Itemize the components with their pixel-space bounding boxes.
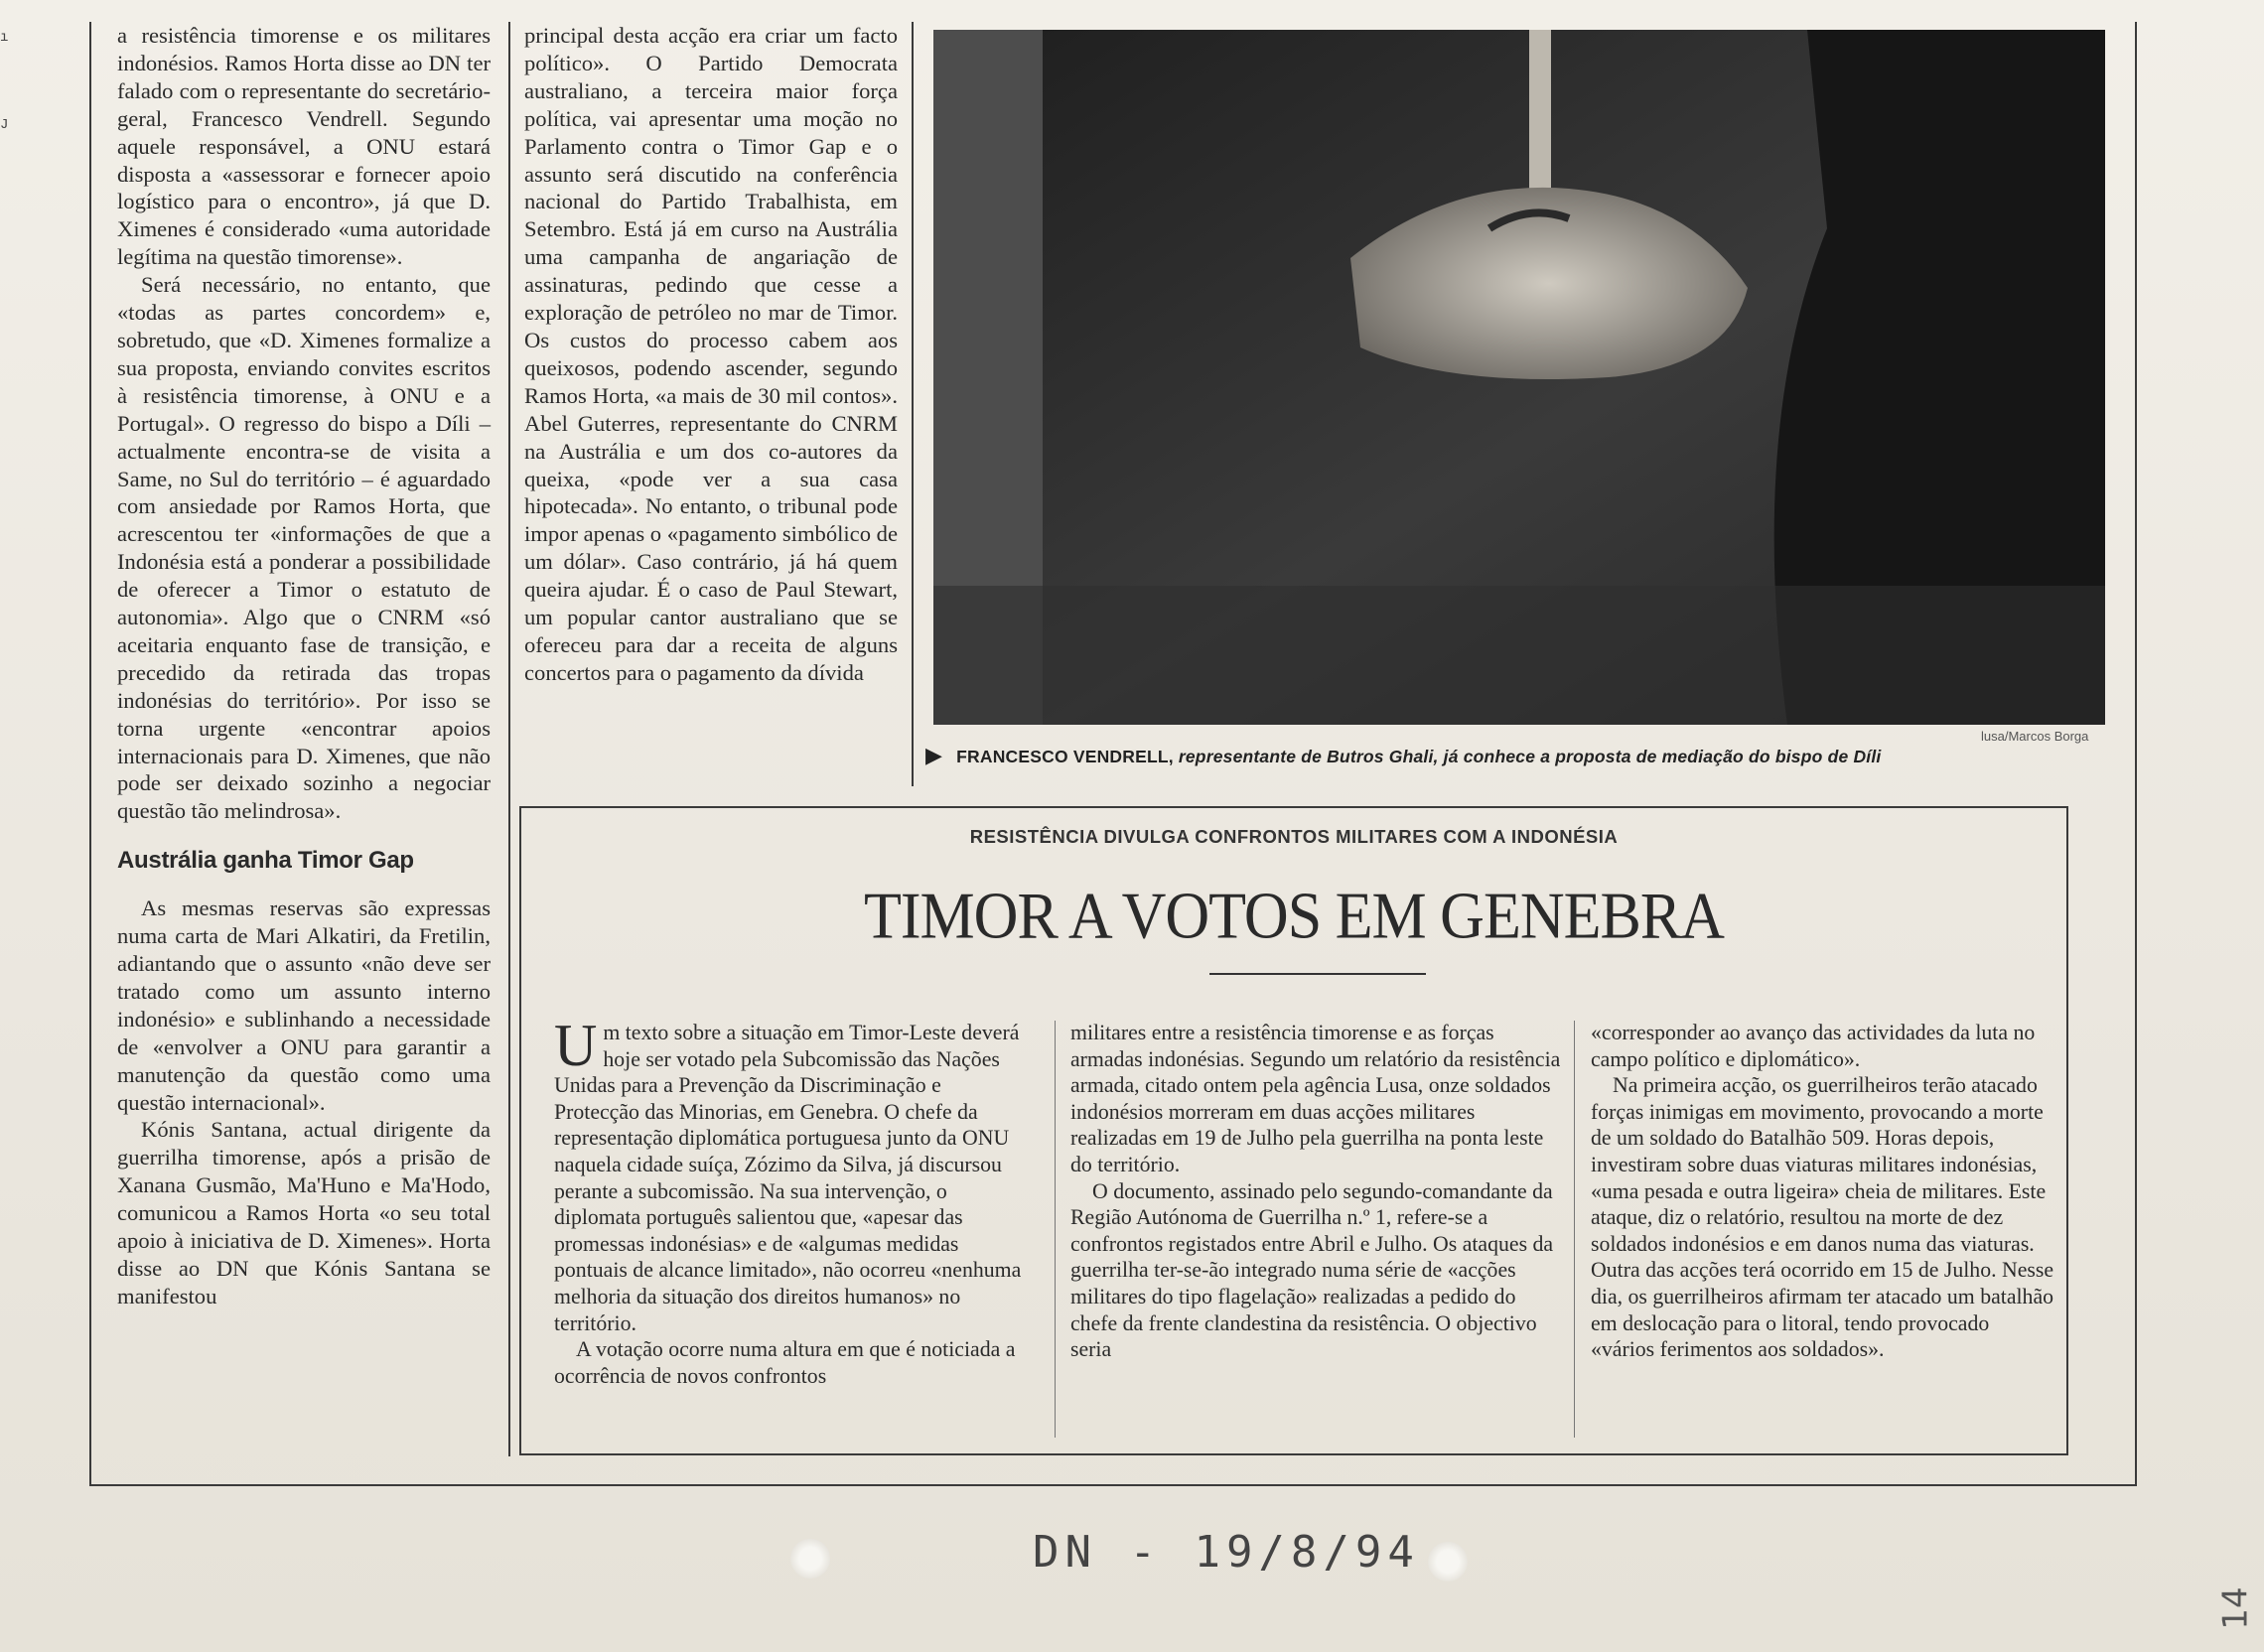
column-divider	[1055, 1021, 1056, 1438]
right-border-rule	[2135, 22, 2137, 1486]
edge-mark: J	[0, 117, 9, 133]
left-article-column	[117, 22, 491, 1310]
paragraph: Kónis Santana, actual dirigente da guerrilha timorense, após a prisão de Xanana Gusmão, Ma'Huno e Ma'Hodo, comunicou a Ramos Horta «o seu total apoio à iniciativa de D. Ximenes». Horta disse ao DN que Kónis Santana se manifestou	[117, 1117, 491, 1308]
column-divider	[508, 22, 510, 1456]
paragraph: a resistência timorense e os militares indonésios. Ramos Horta disse ao DN ter falado com o representante do secretário-geral, Francesco Vendrell. Segundo aquele responsável, a ONU estará disposta a «assessorar e fornecer apoio logístico para o encontro», já que D. Ximenes é considerado «uma autoridade legítima na questão timorense».	[117, 23, 491, 270]
article-kicker: RESISTÊNCIA DIVULGA CONFRONTOS MILITARES COM A INDONÉSIA	[969, 826, 1619, 847]
article-column-2	[1070, 1020, 1561, 1363]
paragraph: Será necessário, no entanto, que «todas as partes concordem» e, sobretudo, que «D. Ximenes formalize a sua proposta, enviando convites escritos à resistência timorense, à ONU e a Portugal». O regresso do bispo a Díli – actualmente encontra-se de visita a Same, no Sul do território – é aguardado com ansiedade por Ramos Horta, que acrescentou ter «informações de que a Indonésia está a ponderar a possibilidade de oferecer a Timor o estatuto de autonomia». Algo que o CNRM «só aceitaria enquanto fase de transição, e precedido da retirada das tropas indonésias do território». Por isso se torna urgente «encontrar apoios internacionais para D. Ximenes, que não pode ser deixado sozinho a negociar questão tão melindrosa».	[117, 272, 491, 824]
column-divider	[912, 22, 914, 786]
paragraph: As mesmas reservas são expressas numa carta de Mari Alkatiri, da Fretilin, adiantando que o assunto «não deve ser tratado como um assunto interno indonésio» e sublinhando a necessidade de «envolver a ONU para garantir a manutenção da questão como uma questão internacional».	[117, 895, 491, 1115]
article-headline: TIMOR A VOTOS EM GENEBRA	[864, 880, 1724, 953]
binder-hole	[1428, 1542, 1468, 1582]
caption-text: representante de Butros Ghali, já conhece a proposta de mediação do bispo de Díli	[1173, 747, 1882, 766]
bottom-border-rule	[89, 1484, 2137, 1486]
left-border-rule	[89, 22, 91, 1486]
photo-credit: lusa/Marcos Borga	[1981, 729, 2089, 744]
caption-arrow-icon: ▶	[925, 743, 943, 767]
drop-cap: U	[554, 1013, 598, 1078]
subheading: Austrália ganha Timor Gap	[117, 847, 414, 875]
headline-rule	[1209, 973, 1426, 975]
article-column-1	[554, 1013, 1029, 1389]
handwritten-page-number: 14	[2215, 1586, 2256, 1630]
handwritten-date: DN - 19/8/94	[1033, 1527, 1420, 1578]
paragraph: O documento, assinado pelo segundo-comandante da Região Autónoma de Guerrilha n.º 1, refere-se a confrontos registados entre Abril e Julho. Os ataques da guerrilha ter-se-ão integrado numa série de «acções militares do tipo flagelação» realizadas a pedido do chefe da frente clandestina da resistência. O objectivo seria	[1070, 1178, 1554, 1362]
article-column-3	[1591, 1020, 2057, 1363]
paragraph	[554, 1013, 1029, 1336]
photo-illustration	[933, 30, 2105, 725]
paragraph-text: m texto sobre a situação em Timor-Leste deverá hoje ser votado pela Subcomissão das Nações Unidas para a Prevenção da Discriminação e Protecção das Minorias, em Genebra. O chefe da representação diplomática portuguesa junto da ONU naquela cidade suíça, Zózimo da Silva, já discursou perante a subcomissão. Na sua intervenção, o diplomata português salientou que, «apesar das promessas indonésias» e de «algumas medidas pontuais de alcance limitado», não ocorreu «nenhuma melhoria da situação dos direitos humanos» no território.	[554, 1021, 1022, 1335]
paragraph: principal desta acção era criar um facto político». O Partido Democrata australiano, a terceira maior força política, vai apresentar uma moção no Parlamento contra o Timor Gap e o assunto será discutido na conferência nacional do Partido Trabalhista, em Setembro. Está já em curso na Austrália uma campanha de angariação de assinaturas, pedindo que cesse a exploração de petróleo no mar de Timor. Os custos do processo cabem aos queixosos, podendo ascender, segundo Ramos Horta, «a mais de 30 mil contos». Abel Guterres, representante do CNRM na Austrália e um dos co-autores da queixa, «pode ver a sua casa hipotecada». No entanto, o tribunal pode impor apenas o «pagamento simbólico de um dólar». Caso contrário, já há quem queira ajudar. É o caso de Paul Stewart, um popular cantor australiano que se ofereceu para dar a receita de alguns concertos para o pagamento da dívida	[524, 23, 898, 685]
column-divider	[1574, 1021, 1575, 1438]
middle-article-column	[524, 22, 898, 687]
caption-name: FRANCESCO VENDRELL,	[956, 747, 1174, 766]
paragraph: «corresponder ao avanço das actividades da luta no campo político e diplomático».	[1591, 1021, 2036, 1071]
edge-mark: ı	[0, 30, 9, 46]
paragraph: Na primeira acção, os guerrilheiros terão atacado forças inimigas em movimento, provocando a morte de um soldado do Batalhão 509. Horas depois, investiram sobre duas viaturas militares indonésias, «uma pesada e outra ligeira» cheia de militares. Este ataque, diz o relatório, resultou na morte de dez soldados indonésios e em danos numa das viaturas. Outra das acções terá ocorrido em 15 de Julho. Nesse dia, os guerrilheiros afirmam ter atacado um batalhão em deslocação para o litoral, tendo provocado «vários ferimentos aos soldados».	[1591, 1073, 2054, 1362]
news-photo	[933, 30, 2105, 725]
photo-caption	[925, 743, 2117, 768]
paragraph: A votação ocorre numa altura em que é noticiada a ocorrência de novos confrontos	[554, 1337, 1016, 1388]
binder-hole	[790, 1539, 830, 1579]
paragraph: militares entre a resistência timorense e as forças armadas indonésias. Segundo um relatório da resistência armada, citado ontem pela agência Lusa, onze soldados indonésios morreram em duas acções militares realizadas em 19 de Julho pela guerrilha na ponta leste do território.	[1070, 1021, 1561, 1176]
